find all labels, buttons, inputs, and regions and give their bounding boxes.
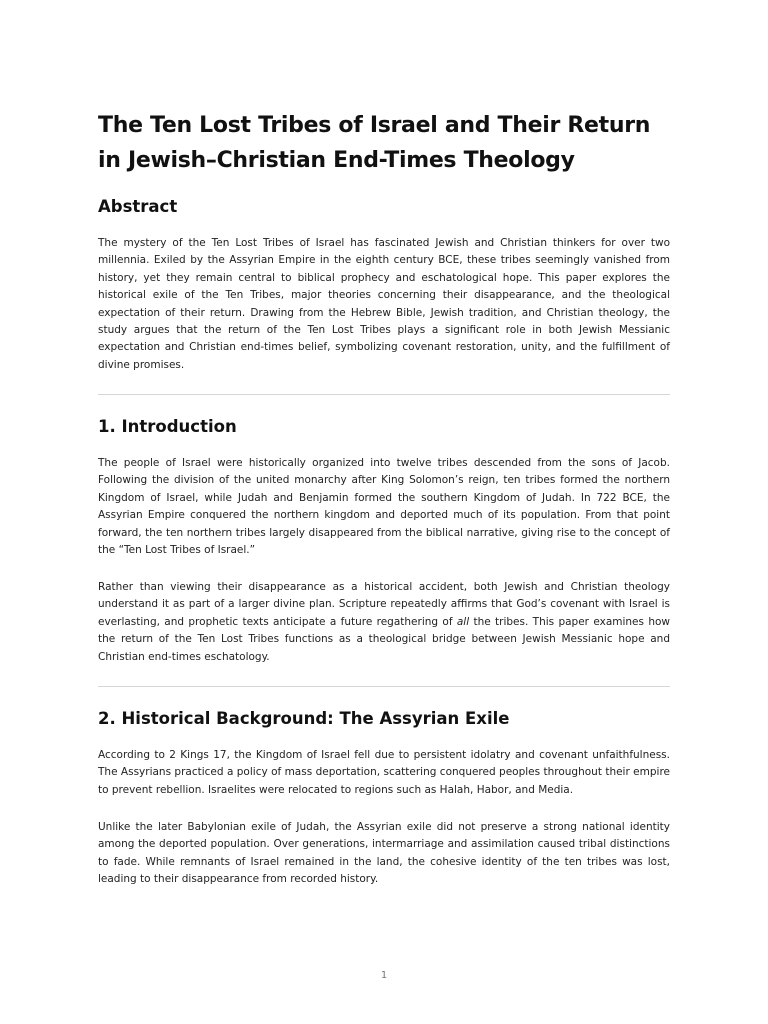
background-paragraph-2: Unlike the later Babylonian exile of Judah, the Assyrian exile did not preserve a strong national identity among the deported population. Over generations, intermarriage and assimilation caused tribal distinctions to fade. While remnants of Israel remained in the land, the cohesive identity of the ten tribes was lost, leading to their disappearance from recorded history. bbox=[98, 821, 670, 886]
introduction-heading: 1. Introduction bbox=[98, 417, 237, 436]
section-divider bbox=[98, 394, 670, 395]
background-paragraph-1: According to 2 Kings 17, the Kingdom of Israel fell due to persistent idolatry and covenant unfaithfulness. The Assyrians practiced a policy of mass deportation, scattering conquered peoples throughout their empire to prevent rebellion. Israelites were relocated to regions such as Halah, Habor, and Media. bbox=[98, 749, 670, 796]
introduction-paragraph-2-text-a: Rather than viewing their disappearance as a historical accident, both Jewish and Christian theology understand it as part of a larger divine plan. Scripture repeatedly affirms that God’s covenant with Israel is everlasting, and prophetic texts anticipate a future regathering of bbox=[98, 581, 670, 628]
page-number: 1 bbox=[380, 970, 388, 981]
introduction-paragraph-2-text-b: the tribes. This paper examines how the return of the Ten Lost Tribes functions as a theological bridge between Jewish Messianic hope and Christian end-times eschatology. bbox=[98, 615, 670, 663]
abstract-text: The mystery of the Ten Lost Tribes of Israel has fascinated Jewish and Christian thinkers for over two millennia. Exiled by the Assyrian Empire in the eighth century BCE, these tribes seemingly vanished from history, yet they remain central to biblical prophecy and eschatological hope. This paper explores the historical exile of the Ten Tribes, major theories concerning their disappearance, and the theological expectation of their return. Drawing from the Hebrew Bible, Jewish tradition, and Christian theology, the study argues that the return of the Ten Lost Tribes plays a significant role in both Jewish Messianic expectation and Christian end-times belief, symbolizing covenant restoration, unity, and the fulfillment of divine promises. bbox=[98, 237, 670, 371]
abstract-heading: Abstract bbox=[98, 197, 178, 216]
introduction-paragraph-2-emphasis: all bbox=[456, 615, 470, 628]
introduction-paragraph-2 bbox=[98, 579, 670, 666]
section-divider bbox=[98, 686, 670, 687]
paper-title: The Ten Lost Tribes of Israel and Their Return in Jewish–Christian End-Times Theology bbox=[98, 113, 651, 173]
background-heading: 2. Historical Background: The Assyrian Exile bbox=[98, 709, 510, 728]
introduction-paragraph-1: The people of Israel were historically organized into twelve tribes descended from the sons of Jacob. Following the division of the united monarchy after King Solomon’s reign, ten tribes formed the northern Kingdom of Israel, while Judah and Benjamin formed the southern Kingdom of Judah. In 722 BCE, the Assyrian Empire conquered the northern kingdom and deported much of its population. From that point forward, the ten northern tribes largely disappeared from the biblical narrative, giving rise to the concept of the “Ten Lost Tribes of Israel.” bbox=[98, 457, 670, 557]
